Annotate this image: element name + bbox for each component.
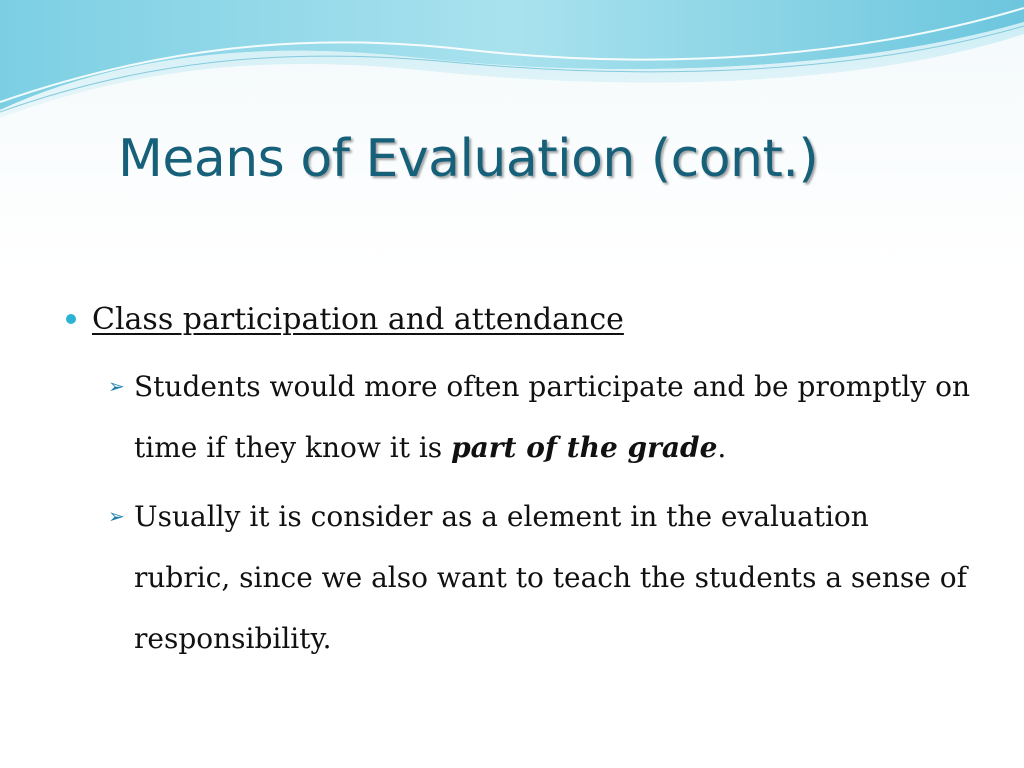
bullet-label: Class participation and attendance: [92, 302, 624, 337]
title-part-1: Means: [118, 129, 301, 189]
title-part-2: of Evaluation (cont.): [300, 129, 819, 189]
decorative-wave-header: [0, 0, 1024, 130]
emphasized-text: part of the grade: [451, 431, 718, 464]
sub-bullet-text: Students would more often participate and be promptly on time if they know it is: [134, 370, 970, 464]
arrowhead-icon: ➢: [108, 374, 125, 398]
slide-content: [62, 298, 972, 677]
page-title: [118, 128, 818, 190]
sub-bullet-text-end: .: [717, 431, 727, 464]
sub-bullet-text: Usually it is consider as a element in the evaluation rubric, since we also want to teach the students a sense of responsibility.: [134, 500, 967, 655]
arrowhead-icon: ➢: [108, 504, 125, 528]
sub-bullet-item: [62, 486, 972, 669]
bullet-item: [62, 298, 972, 342]
sub-bullet-list: [62, 356, 972, 669]
sub-bullet-item: [62, 356, 972, 478]
bullet-dot-icon: [66, 314, 76, 324]
